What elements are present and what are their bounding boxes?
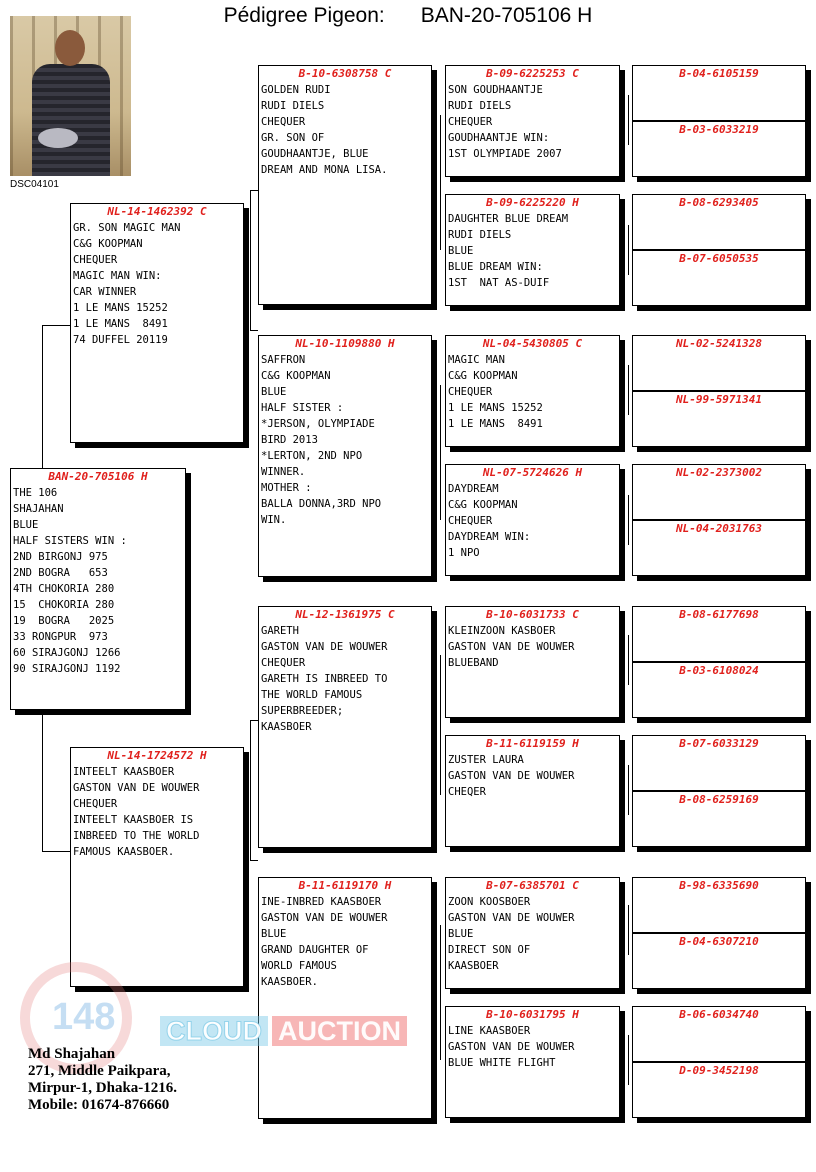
- detail-line: 4TH CHOKORIA 280: [13, 583, 115, 595]
- great-grandparent-card: [445, 65, 620, 177]
- pigeon-details: [71, 762, 243, 860]
- ring-number: B-10-6308758 C: [298, 67, 392, 80]
- detail-line: CAR WINNER: [73, 286, 137, 298]
- detail-line: BALLA DONNA,3RD NPO: [261, 498, 382, 510]
- gen4-card: [632, 791, 806, 847]
- owner-info: [28, 1046, 177, 1114]
- watermark-number: 148: [52, 996, 116, 1038]
- gen4-card: [632, 662, 806, 718]
- pigeon-details: [446, 80, 619, 162]
- gen4-card: [632, 933, 806, 989]
- gen4-card: [632, 194, 806, 250]
- detail-line: GRAND DAUGHTER OF: [261, 944, 369, 956]
- ring-number: B-04-6307210: [679, 935, 759, 948]
- detail-line: CHEQUER: [448, 515, 493, 527]
- ring-number: B-10-6031795 H: [486, 1008, 579, 1021]
- detail-line: HALF SISTERS WIN :: [13, 535, 127, 547]
- detail-line: MAGIC MAN: [448, 354, 505, 366]
- detail-line: DAYDREAM: [448, 483, 499, 495]
- detail-line: 1 LE MANS 15252: [448, 402, 543, 414]
- detail-line: BLUE: [261, 386, 287, 398]
- detail-line: KLEINZOON KASBOER: [448, 625, 556, 637]
- detail-line: GARETH IS INBREED TO: [261, 673, 388, 685]
- watermark-cloud: CLOUD: [160, 1016, 268, 1046]
- ring-number: B-11-6119159 H: [486, 737, 579, 750]
- detail-line: GR. SON MAGIC MAN: [73, 222, 181, 234]
- great-grandparent-card: [445, 606, 620, 718]
- detail-line: CHEQUER: [448, 116, 493, 128]
- gen4-card: [632, 735, 806, 791]
- detail-line: 1 LE MANS 8491: [448, 418, 543, 430]
- detail-line: BLUE DREAM WIN:: [448, 261, 543, 273]
- detail-line: BLUE: [448, 245, 474, 257]
- ring-number: B-03-6108024: [679, 664, 759, 677]
- detail-line: KAASBOER: [261, 721, 312, 733]
- detail-line: C&G KOOPMAN: [73, 238, 143, 250]
- owner-mobile: Mobile: 01674-876660: [28, 1097, 170, 1113]
- ring-number: NL-10-1109880 H: [295, 337, 395, 350]
- subject-card: [10, 468, 186, 710]
- pigeon-details: [71, 218, 243, 348]
- ring-number: B-06-6034740: [679, 1008, 759, 1021]
- detail-line: BLUE: [261, 928, 287, 940]
- ring-number: NL-14-1724572 H: [107, 749, 207, 762]
- pigeon-details: [446, 621, 619, 671]
- ring-number: NL-02-2373002: [675, 466, 763, 479]
- ring-number: NL-14-1462392 C: [107, 205, 207, 218]
- owner-address-line1: 271, Middle Paikpara,: [28, 1063, 171, 1079]
- detail-line: CHEQUER: [73, 798, 118, 810]
- ring-number: NL-12-1361975 C: [295, 608, 395, 621]
- detail-line: GARETH: [261, 625, 299, 637]
- detail-line: GR. SON OF: [261, 132, 325, 144]
- detail-line: CHEQER: [448, 786, 486, 798]
- detail-line: THE WORLD FAMOUS: [261, 689, 363, 701]
- ring-number: B-04-6105159: [679, 67, 759, 80]
- gen4-card: [632, 1006, 806, 1062]
- gen4-card: [632, 250, 806, 306]
- pigeon-details: [11, 483, 185, 677]
- gen4-card: [632, 1062, 806, 1118]
- ring-number: B-07-6050535: [679, 252, 759, 265]
- detail-line: DREAM AND MONA LISA.: [261, 164, 388, 176]
- ring-number: B-10-6031733 C: [486, 608, 579, 621]
- gen4-card: [632, 520, 806, 576]
- detail-line: GASTON VAN DE WOUWER: [448, 1041, 575, 1053]
- pigeon-details: [446, 350, 619, 432]
- pigeon-details: [259, 350, 431, 528]
- ring-number: B-11-6119170 H: [298, 879, 392, 892]
- detail-line: BLUE: [13, 519, 39, 531]
- detail-line: 1ST OLYMPIADE 2007: [448, 148, 562, 160]
- detail-line: C&G KOOPMAN: [448, 370, 518, 382]
- detail-line: SUPERBREEDER;: [261, 705, 344, 717]
- detail-line: MAGIC MAN WIN:: [73, 270, 162, 282]
- detail-line: SON GOUDHAANTJE: [448, 84, 543, 96]
- detail-line: LINE KAASBOER: [448, 1025, 531, 1037]
- detail-line: CHEQUER: [73, 254, 118, 266]
- detail-line: BLUEBAND: [448, 657, 499, 669]
- ring-number: B-07-6385701 C: [486, 879, 579, 892]
- pigeon-details: [446, 479, 619, 561]
- ring-number: B-08-6293405: [679, 196, 759, 209]
- detail-line: RUDI DIELS: [448, 100, 512, 112]
- gen4-card: [632, 464, 806, 520]
- great-grandparent-card: [445, 335, 620, 447]
- ring-number: B-09-6225253 C: [486, 67, 579, 80]
- detail-line: BIRD 2013: [261, 434, 318, 446]
- detail-line: GASTON VAN DE WOUWER: [261, 641, 388, 653]
- owner-photo: [10, 16, 131, 176]
- pigeon-details: [446, 1021, 619, 1071]
- detail-line: 19 BOGRA 2025: [13, 615, 115, 627]
- detail-line: KAASBOER.: [261, 976, 318, 988]
- photo-caption: DSC04101: [10, 179, 59, 190]
- pigeon-details: [259, 80, 431, 178]
- detail-line: C&G KOOPMAN: [261, 370, 331, 382]
- detail-line: CHEQUER: [448, 386, 493, 398]
- detail-line: *LERTON, 2ND NPO: [261, 450, 363, 462]
- detail-line: DAYDREAM WIN:: [448, 531, 531, 543]
- detail-line: DAUGHTER BLUE DREAM: [448, 213, 569, 225]
- detail-line: KAASBOER: [448, 960, 499, 972]
- pigeon-details: [446, 750, 619, 800]
- ring-number: B-09-6225220 H: [486, 196, 579, 209]
- gen4-card: [632, 121, 806, 177]
- ring-number: D-09-3452198: [679, 1064, 759, 1077]
- grandparent-card: [258, 606, 432, 848]
- detail-line: INTEELT KAASBOER: [73, 766, 175, 778]
- detail-line: GASTON VAN DE WOUWER: [448, 912, 575, 924]
- pigeon-details: [259, 892, 431, 990]
- ring-number: NL-99-5971341: [675, 393, 763, 406]
- detail-line: RUDI DIELS: [448, 229, 512, 241]
- ring-number: B-08-6177698: [679, 608, 759, 621]
- detail-line: *JERSON, OLYMPIADE: [261, 418, 375, 430]
- detail-line: 1 LE MANS 15252: [73, 302, 168, 314]
- detail-line: 2ND BIRGONJ 975: [13, 551, 108, 563]
- detail-line: 60 SIRAJGONJ 1266: [13, 647, 121, 659]
- detail-line: GOUDHAANTJE, BLUE: [261, 148, 369, 160]
- detail-line: 74 DUFFEL 20119: [73, 334, 168, 346]
- detail-line: INTEELT KAASBOER IS: [73, 814, 194, 826]
- pigeon-details: [446, 209, 619, 291]
- detail-line: CHEQUER: [261, 116, 306, 128]
- grandparent-card: [258, 65, 432, 305]
- detail-line: CHEQUER: [261, 657, 306, 669]
- ring-number: BAN-20-705106 H: [48, 470, 148, 483]
- ring-number: B-03-6033219: [679, 123, 759, 136]
- detail-line: GASTON VAN DE WOUWER: [73, 782, 200, 794]
- detail-line: C&G KOOPMAN: [448, 499, 518, 511]
- owner-name: Md Shajahan: [28, 1046, 116, 1062]
- detail-line: SAFFRON: [261, 354, 306, 366]
- pigeon-details: [446, 892, 619, 974]
- detail-line: FAMOUS KAASBOER.: [73, 846, 175, 858]
- gen4-card: [632, 391, 806, 447]
- great-grandparent-card: [445, 1006, 620, 1118]
- pigeon-details: [259, 621, 431, 735]
- great-grandparent-card: [445, 877, 620, 989]
- detail-line: 2ND BOGRA 653: [13, 567, 108, 579]
- detail-line: GASTON VAN DE WOUWER: [261, 912, 388, 924]
- owner-address-line2: Mirpur-1, Dhaka-1216.: [28, 1080, 178, 1096]
- detail-line: 33 RONGPUR 973: [13, 631, 108, 643]
- dam-card: [70, 747, 244, 987]
- detail-line: BLUE WHITE FLIGHT: [448, 1057, 556, 1069]
- gen4-card: [632, 335, 806, 391]
- great-grandparent-card: [445, 194, 620, 306]
- detail-line: SHAJAHAN: [13, 503, 64, 515]
- great-grandparent-card: [445, 464, 620, 576]
- detail-line: WIN.: [261, 514, 287, 526]
- ring-number: NL-02-5241328: [675, 337, 763, 350]
- detail-line: WORLD FAMOUS: [261, 960, 337, 972]
- detail-line: MOTHER :: [261, 482, 312, 494]
- great-grandparent-card: [445, 735, 620, 847]
- ring-number: B-07-6033129: [679, 737, 759, 750]
- detail-line: DIRECT SON OF: [448, 944, 531, 956]
- watermark-auction: AUCTION: [272, 1016, 407, 1046]
- ring-number: B-98-6335690: [679, 879, 759, 892]
- sire-card: [70, 203, 244, 443]
- ring-number: NL-07-5724626 H: [482, 466, 583, 479]
- detail-line: THE 106: [13, 487, 58, 499]
- grandparent-card: [258, 335, 432, 577]
- detail-line: 1ST NAT AS-DUIF: [448, 277, 550, 289]
- title-label: Pédigree Pigeon:: [223, 4, 385, 27]
- gen4-card: [632, 877, 806, 933]
- detail-line: INE-INBRED KAASBOER: [261, 896, 382, 908]
- gen4-card: [632, 65, 806, 121]
- detail-line: INBREED TO THE WORLD: [73, 830, 200, 842]
- detail-line: ZUSTER LAURA: [448, 754, 524, 766]
- detail-line: 15 CHOKORIA 280: [13, 599, 115, 611]
- ring-number: NL-04-5430805 C: [482, 337, 583, 350]
- detail-line: GOLDEN RUDI: [261, 84, 331, 96]
- title-ring: BAN-20-705106 H: [420, 4, 593, 27]
- detail-line: GASTON VAN DE WOUWER: [448, 770, 575, 782]
- detail-line: 1 NPO: [448, 547, 480, 559]
- detail-line: ZOON KOOSBOER: [448, 896, 531, 908]
- detail-line: 90 SIRAJGONJ 1192: [13, 663, 121, 675]
- detail-line: GASTON VAN DE WOUWER: [448, 641, 575, 653]
- ring-number: NL-04-2031763: [675, 522, 763, 535]
- grandparent-card: [258, 877, 432, 1119]
- detail-line: GOUDHAANTJE WIN:: [448, 132, 550, 144]
- gen4-card: [632, 606, 806, 662]
- detail-line: WINNER.: [261, 466, 306, 478]
- pigeon-image: [38, 128, 78, 148]
- ring-number: B-08-6259169: [679, 793, 759, 806]
- detail-line: 1 LE MANS 8491: [73, 318, 168, 330]
- detail-line: BLUE: [448, 928, 474, 940]
- detail-line: HALF SISTER :: [261, 402, 344, 414]
- detail-line: RUDI DIELS: [261, 100, 325, 112]
